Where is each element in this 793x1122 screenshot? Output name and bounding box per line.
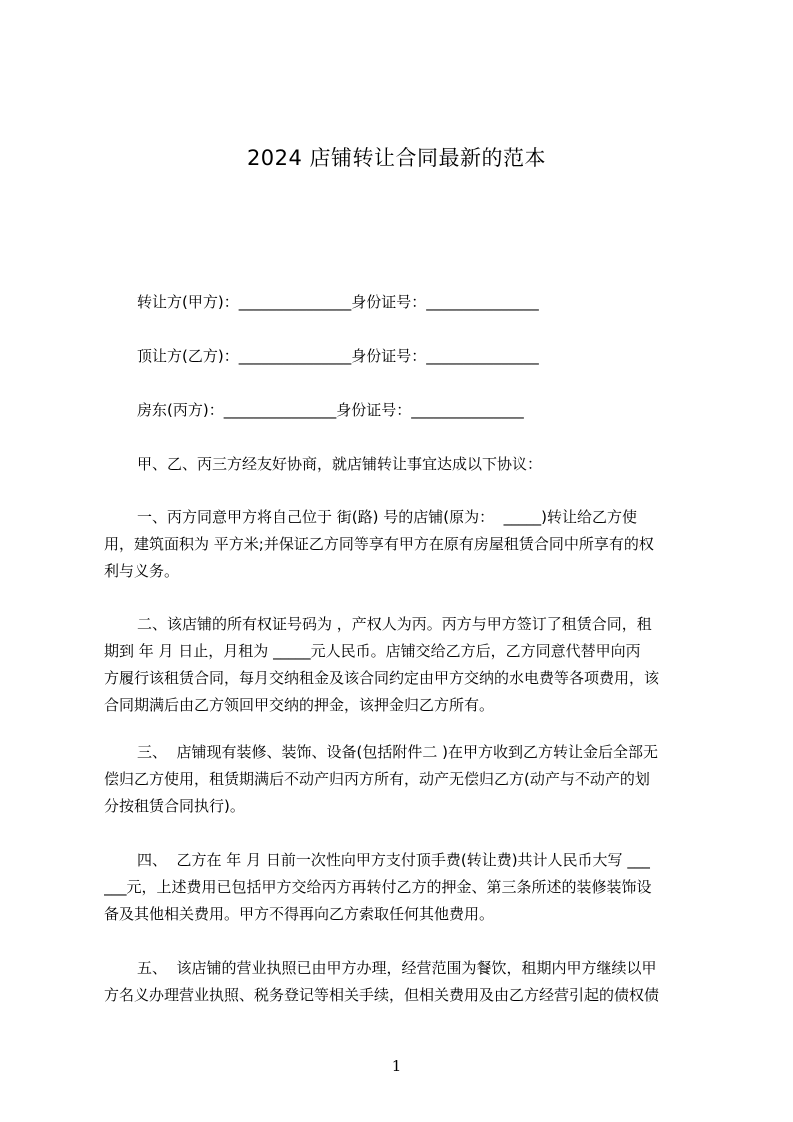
clause-3-line-3: 分按租赁合同执行)。 (104, 797, 245, 815)
clause-2-line-3: 方履行该租赁合同，每月交纳租金及该合同约定由甲方交纳的水电费等各项费用，该 (104, 669, 660, 687)
clause-4-line-2: ___元，上述费用已包括甲方交给丙方再转付乙方的押金、第三条所述的装修装饰设 (104, 878, 652, 896)
clause-1-line-3: 利与义务。 (104, 562, 180, 580)
clause-5-line-2: 方名义办理营业执照、税务登记等相关手续，但相关费用及由乙方经营引起的债权债 (104, 986, 660, 1004)
clause-2-line-2: 期到 年 月 日止，月租为 _____元人民币。店铺交给乙方后，乙方同意代替甲向丙 (104, 642, 641, 660)
intro-paragraph: 甲、乙、丙三方经友好协商，就店铺转让事宜达成以下协议： (137, 455, 543, 473)
clause-2-line-4: 合同期满后由乙方领回甲交纳的押金，该押金归乙方所有。 (104, 696, 495, 714)
page-number: 1 (391, 1057, 402, 1075)
clause-2-line-1: 二、该店铺的所有权证号码为 ，产权人为丙。丙方与甲方签订了租赁合同，租 (137, 615, 652, 633)
document-title: 2024 店铺转让合同最新的范本 (246, 146, 547, 170)
clause-1-line-2: 用，建筑面积为 平方米;并保证乙方同等享有甲方在原有房屋租赁合同中所享有的权 (104, 535, 654, 553)
clause-4-line-3: 备及其他相关费用。甲方不得再向乙方索取任何其他费用。 (104, 905, 495, 923)
clause-5-line-1: 五、 该店铺的营业执照已由甲方办理，经营范围为餐饮，租期内甲方继续以甲 (137, 959, 657, 977)
party-line-transferee: 顶让方(乙方)：_______________身份证号：_______________ (137, 347, 539, 365)
party-line-transferor: 转让方(甲方)：_______________身份证号：_______________ (137, 293, 539, 311)
clause-3-line-2: 偿归乙方使用，租赁期满后不动产归丙方所有，动产无偿归乙方(动产与不动产的划 (104, 770, 650, 788)
clause-4-line-1: 四、 乙方在 年 月 日前一次性向甲方支付顶手费(转让费)共计人民币大写 ___ (137, 851, 650, 869)
party-line-landlord: 房东(丙方)：_______________身份证号：_______________ (137, 401, 524, 419)
clause-3-line-1: 三、 店铺现有装修、装饰、设备(包括附件二 )在甲方收到乙方转让金后全部无 (137, 743, 659, 761)
clause-1-line-1: 一、丙方同意甲方将自己位于 街(路) 号的店铺(原为： _____)转让给乙方使 (137, 508, 637, 526)
